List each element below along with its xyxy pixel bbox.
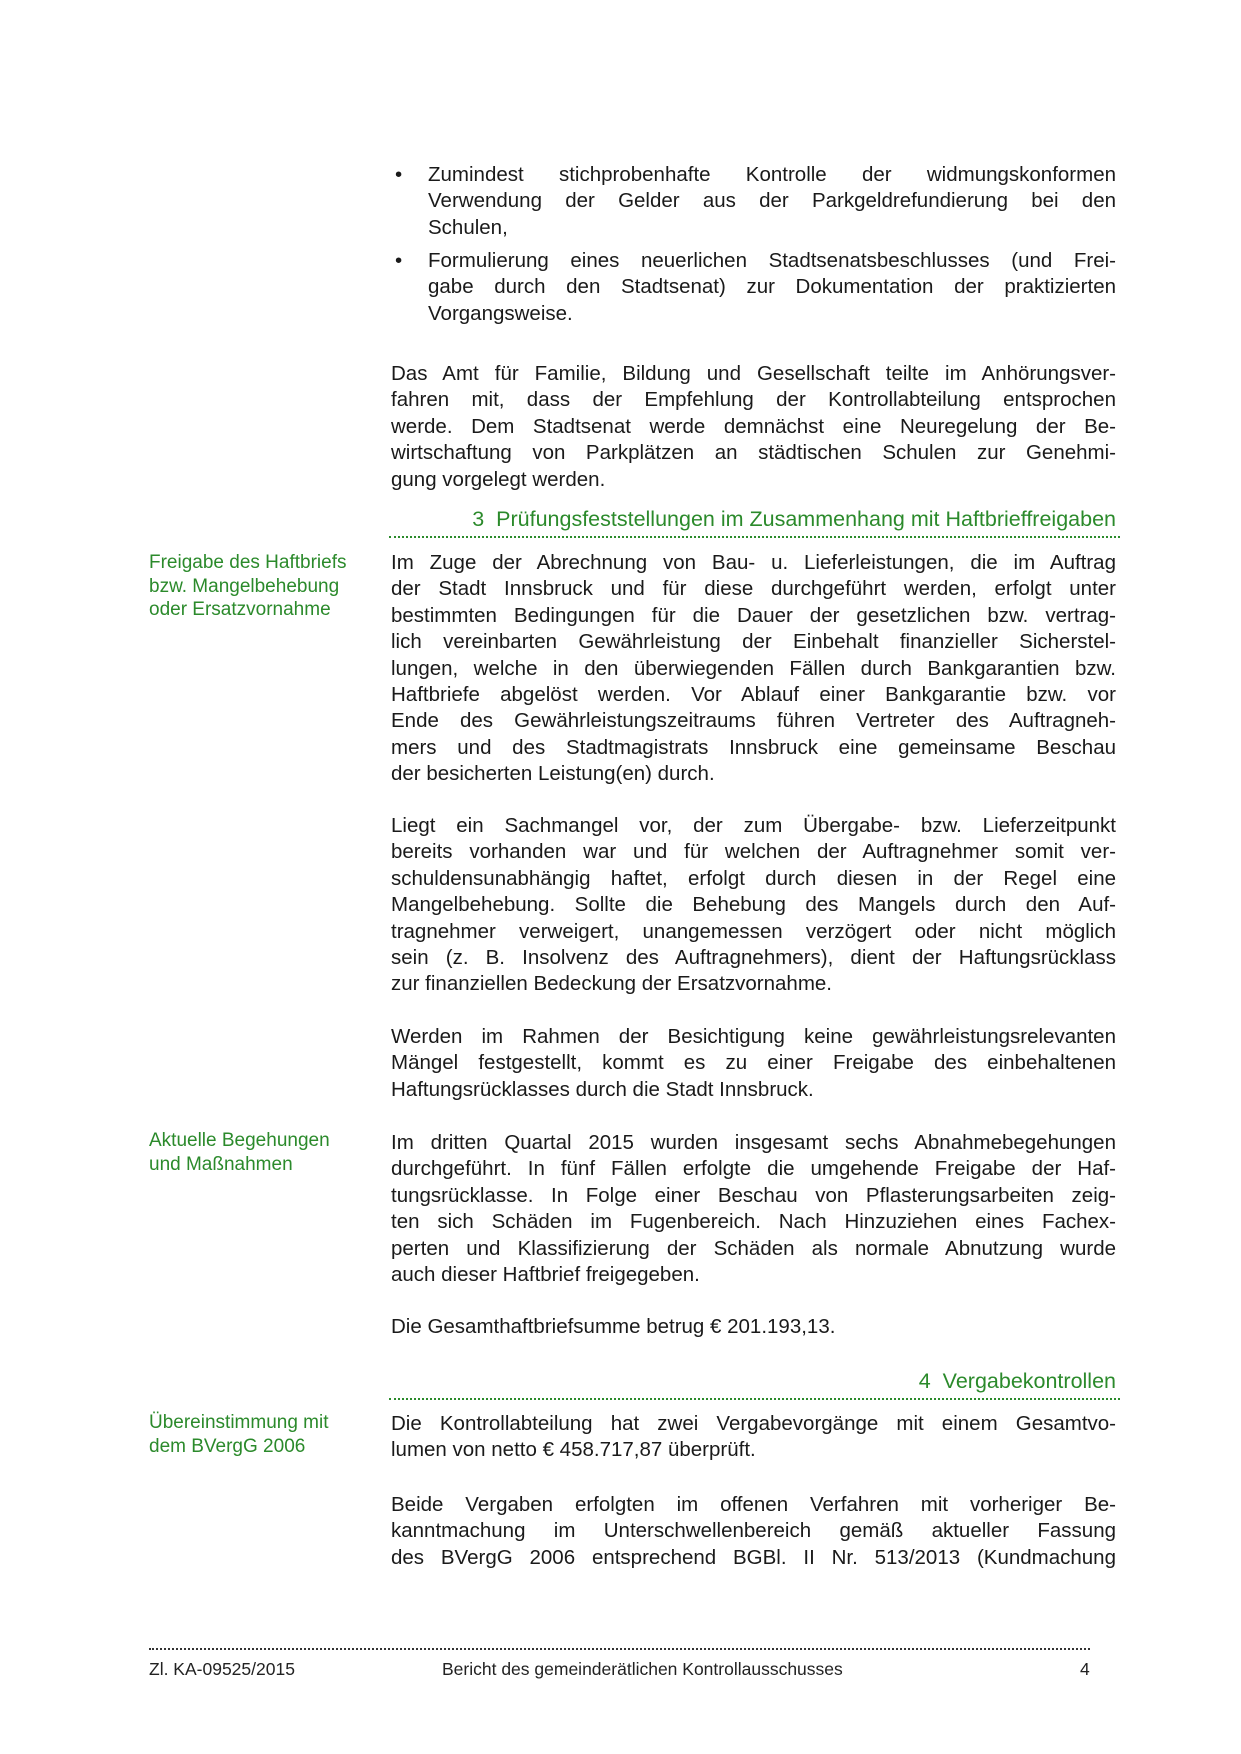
text-line: lich vereinbarten Gewährleistung der Einbehalt finanzieller Sicherstel- [391,630,1116,654]
text-line: auch dieser Haftbrief freigegeben. [391,1262,700,1286]
paragraph [391,1314,1116,1340]
text-line: lungen, welche in den überwiegenden Fällen durch Bankgarantien bzw. [391,656,1116,680]
footer-reference: Zl. KA-09525/2015 [149,1659,295,1679]
side-note-line: oder Ersatzvornahme [149,599,331,620]
text-line: schuldensunabhängig haftet, erfolgt durch diesen in der Regel eine [391,866,1116,890]
paragraph [391,361,1116,493]
section-title: Prüfungsfeststellungen im Zusammenhang mit Haftbrieffreigaben [496,507,1116,531]
footer-divider [149,1648,1090,1650]
side-note-line: und Maßnahmen [149,1153,293,1175]
section-number: 3 [472,507,485,531]
text-line: Haftungsrücklasses durch die Stadt Innsbruck. [391,1077,814,1101]
text-line: der Stadt Innsbruck und für diese durchgeführt werden, erfolgt unter [391,577,1116,601]
bullet-icon: • [395,249,403,272]
text-line: gung vorgelegt werden. [391,467,606,491]
text-line: bereits vorhanden war und für welchen der Auftragnehmer somit ver- [391,840,1116,864]
text-line: Beide Vergaben erfolgten im offenen Verfahren mit vorheriger Be- [391,1493,1116,1516]
text-line: werde. Dem Stadtsenat werde demnächst eine Neuregelung der Be- [391,414,1116,438]
side-note-line: Aktuelle Begehungen [149,1130,330,1151]
footer-title: Bericht des gemeinderätlichen Kontrollausschusses [442,1659,843,1679]
text-line: tragnehmer verweigert, unangemessen verzögert oder nicht möglich [391,919,1116,943]
text-line: der besicherten Leistung(en) durch. [391,762,715,786]
text-line: wirtschaftung von Parkplätzen an städtischen Schulen zur Genehmi- [391,441,1116,465]
heading-divider [389,1398,1120,1400]
paragraph [391,813,1116,998]
side-note-line: bzw. Mangelbehebung [149,575,340,597]
side-note-line: dem BVergG 2006 [149,1435,306,1457]
paragraph [391,1130,1116,1288]
text-line: lumen von netto € 458.717,87 überprüft. [391,1438,756,1462]
text-line: Mängel festgestellt, kommt es zu einer Freigabe des einbehaltenen [391,1051,1116,1075]
paragraph [391,1411,1116,1464]
text-line: bestimmten Bedingungen für die Dauer der gesetzlichen bzw. vertrag- [391,603,1116,627]
section-number: 4 [918,1369,931,1393]
text-line: Im Zuge der Abrechnung von Bau- u. Lieferleistungen, die im Auftrag [391,551,1116,574]
paragraph [391,1492,1116,1571]
text-line: Das Amt für Familie, Bildung und Gesellschaft teilte im Anhörungsver- [391,362,1116,385]
section-title: Vergabekontrollen [942,1369,1116,1393]
text-line: Schulen, [428,215,508,239]
text-line: Liegt ein Sachmangel vor, der zum Übergabe- bzw. Lieferzeitpunkt [391,814,1116,837]
side-note [149,1411,374,1458]
side-note [149,1129,374,1176]
text-line: Die Kontrollabteilung hat zwei Vergabevorgänge mit einem Gesamtvo- [391,1412,1116,1435]
bullet-item [391,162,1116,241]
text-line: Haftbriefe abgelöst werden. Vor Ablauf einer Bankgarantie bzw. vor [391,682,1116,706]
text-line: ten sich Schäden im Fugenbereich. Nach Hinzuziehen eines Fachex- [391,1210,1116,1234]
side-note-line: Übereinstimmung mit [149,1412,329,1433]
paragraph [391,1024,1116,1103]
heading-divider [389,536,1120,538]
text-line: Vorgangsweise. [428,301,573,325]
text-line: Formulierung eines neuerlichen Stadtsenatsbeschlusses (und Frei- [428,249,1116,272]
text-line: fahren mit, dass der Empfehlung der Kontrollabteilung entsprochen [391,388,1116,412]
text-line: Mangelbehebung. Sollte die Behebung des Mangels durch den Auf- [391,893,1116,917]
section-heading-4 [391,1368,1116,1394]
section-heading-3 [391,506,1116,532]
text-line: mers und des Stadtmagistrats Innsbruck eine gemeinsame Beschau [391,735,1116,759]
bullet-icon: • [395,163,403,186]
text-line: Im dritten Quartal 2015 wurden insgesamt sechs Abnahmebegehungen [391,1131,1116,1154]
text-line: zur finanziellen Bedeckung der Ersatzvornahme. [391,972,832,996]
text-line: Zumindest stichprobenhafte Kontrolle der widmungskonformen [428,163,1116,186]
text-line: tungsrücklasse. In Folge einer Beschau von Pflasterungsarbeiten zeig- [391,1183,1116,1207]
text-line: kanntmachung im Unterschwellenbereich gemäß aktueller Fassung [391,1519,1116,1543]
text-line: sein (z. B. Insolvenz des Auftragnehmers), dient der Haftungsrücklass [391,945,1116,969]
text-line: gabe durch den Stadtsenat) zur Dokumentation der praktizierten [428,275,1116,299]
bullet-item [391,248,1116,327]
text-line: Verwendung der Gelder aus der Parkgeldrefundierung bei den [428,189,1116,213]
text-line: des BVergG 2006 entsprechend BGBl. II Nr. 513/2013 (Kundmachung [391,1545,1116,1569]
text-line: Die Gesamthaftbriefsumme betrug € 201.193,13. [391,1315,836,1338]
footer-page-number: 4 [1080,1659,1090,1679]
text-line: Ende des Gewährleistungszeitraums führen Vertreter des Auftragneh- [391,709,1116,733]
text-line: perten und Klassifizierung der Schäden als normale Abnutzung wurde [391,1236,1116,1260]
side-note-line: Freigabe des Haftbriefs [149,552,347,573]
text-line: Werden im Rahmen der Besichtigung keine gewährleistungsrelevanten [391,1025,1116,1048]
paragraph [391,550,1116,788]
side-note [149,551,374,622]
text-line: durchgeführt. In fünf Fällen erfolgte die umgehende Freigabe der Haf- [391,1157,1116,1181]
